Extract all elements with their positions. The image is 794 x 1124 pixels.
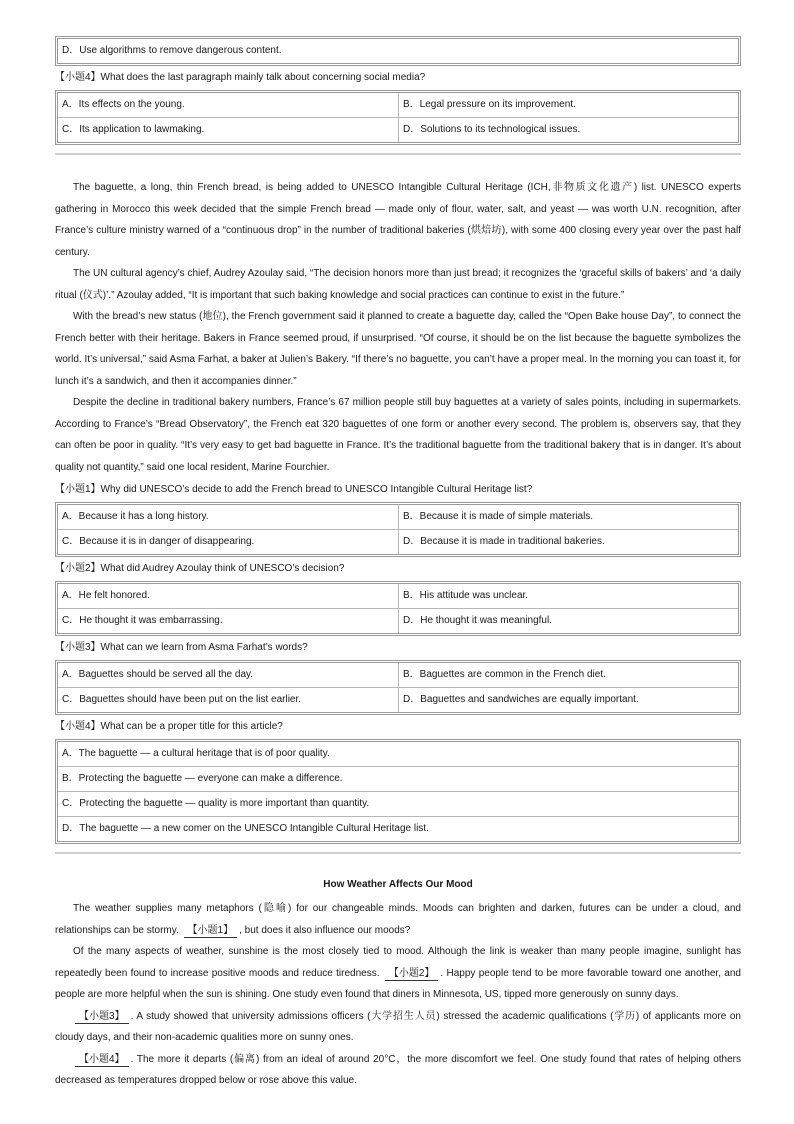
passage-paragraph xyxy=(55,1006,741,1049)
option-a[interactable]: A．He felt honored. xyxy=(62,590,150,601)
option-c[interactable]: C．Protecting the baguette — quality is more important than quantity. xyxy=(62,798,370,809)
worksheet-page xyxy=(55,36,741,1092)
question-3-options xyxy=(55,660,741,715)
option-row xyxy=(58,663,738,687)
question-1-options xyxy=(55,502,741,557)
option-row xyxy=(58,584,738,608)
passage-paragraph xyxy=(55,941,741,1006)
paragraph-text: , but does it also influence our moods? xyxy=(239,924,411,936)
option-row xyxy=(58,93,738,117)
question-2-options xyxy=(55,581,741,636)
question-4-options xyxy=(55,90,741,145)
passage-paragraph: Despite the decline in traditional bakery numbers, France’s 67 million people still buy baguettes at a variety of sales points, including in supermarkets. According to France’s “Bread Observatory”, the French eat 320 baguettes of one form or another every second. The problem is, observers say, that they can often be poor in quality. “It’s very easy to get bad baguette in France. It’s the traditional baguette from the traditional bakery that is in danger. It’s about quality not quantity,” said one local resident, Marine Fourchier. xyxy=(55,397,741,473)
question-4-title-options xyxy=(55,739,741,844)
option-b[interactable]: B．Protecting the baguette — everyone can make a difference. xyxy=(62,773,343,784)
paragraph-text: . The more it departs (偏离) from an ideal of around 20°C，the more discomfort we feel. One study found that rates of helping others decreased as temperatures dropped below or rose above this value. xyxy=(55,1053,741,1086)
passage-title: How Weather Affects Our Mood xyxy=(323,879,473,890)
option-row xyxy=(58,529,738,554)
option-row xyxy=(58,742,738,766)
option-row xyxy=(58,816,738,841)
question-4-stem: 【小题4】What can be a proper title for this article? xyxy=(55,721,283,732)
question-2-stem: 【小题2】What did Audrey Azoulay think of UNESCO’s decision? xyxy=(55,563,345,574)
option-row xyxy=(58,608,738,633)
option-c[interactable]: C．Baguettes should have been put on the list earlier. xyxy=(62,694,302,705)
option-d[interactable]: D．Baguettes and sandwiches are equally important. xyxy=(398,688,738,712)
option-c[interactable]: C．He thought it was embarrassing. xyxy=(62,615,223,626)
option-d[interactable]: D．Solutions to its technological issues. xyxy=(398,118,738,142)
option-d[interactable]: D．The baguette — a new comer on the UNESCO Intangible Cultural Heritage list. xyxy=(62,823,429,834)
answer-blank-2[interactable]: 【小题2】 xyxy=(385,968,439,981)
question-4-stem: 【小题4】What does the last paragraph mainly talk about concerning social media? xyxy=(55,72,426,83)
paragraph-text: . Happy people tend to be more favorable toward one another, and people are more helpful when the sun is shining. One study even found that diners in Minnesota, US, tipped more generously on sunny days. xyxy=(55,967,741,1000)
passage-paragraph: With the bread’s new status (地位), the French government said it planned to create a baguette day, called the “Open Bake house Day”, to connect the French better with their heritage. Bakers in France seemed proud, if unsurprised. “Of course, it should be on the list because the baguette symbolizes the world. It’s universal,” said Asma Farhat, a baker at Julien’s Bakery. “If there’s no baguette, you can’t have a proper meal. In the morning you can toast it, for lunch it’s a sandwich, and then it accompanies dinner.” xyxy=(55,311,741,387)
prev-option-table xyxy=(55,36,741,66)
option-c[interactable]: C．Its application to lawmaking. xyxy=(62,124,205,135)
option-a[interactable]: A．Its effects on the young. xyxy=(62,99,185,110)
option-row xyxy=(58,117,738,142)
answer-blank-3[interactable]: 【小题3】 xyxy=(75,1011,129,1024)
option-row xyxy=(58,766,738,791)
option-d[interactable]: D．Use algorithms to remove dangerous content. xyxy=(62,45,282,56)
option-a[interactable]: A．The baguette — a cultural heritage that is of poor quality. xyxy=(62,748,330,759)
option-row xyxy=(58,505,738,529)
answer-blank-4[interactable]: 【小题4】 xyxy=(75,1054,129,1067)
weather-passage xyxy=(55,898,741,1092)
passage-paragraph xyxy=(55,898,741,941)
option-b[interactable]: B．His attitude was unclear. xyxy=(398,584,738,608)
question-1-stem: 【小题1】Why did UNESCO’s decide to add the French bread to UNESCO Intangible Cultural Heritage list? xyxy=(55,484,533,495)
option-row xyxy=(58,687,738,712)
option-d[interactable]: D．He thought it was meaningful. xyxy=(398,609,738,633)
paragraph-text: Of the many aspects of weather, sunshine is the most closely tied to mood. Although the link is weaker than many people imagine, sunlight has repeatedly been found to increase positive moods and reduce tiredness. xyxy=(55,946,741,979)
option-b[interactable]: B．Because it is made of simple materials. xyxy=(398,505,738,529)
answer-blank-1[interactable]: 【小题1】 xyxy=(184,925,238,938)
passage-paragraph: The baguette, a long, thin French bread, is being added to UNESCO Intangible Cultural Heritage (ICH,非物质文化遗产) list. UNESCO experts gathering in Morocco this week decided that the simple French bread — made only of flour, water, salt, and yeast — was worth U.N. recognition, after France’s culture ministry warned of a “continuous drop” in the number of traditional bakeries (烘焙坊), with some 400 closing every year over the past half century. xyxy=(55,182,741,258)
option-a[interactable]: A．Baguettes should be served all the day. xyxy=(62,669,254,680)
option-d[interactable]: D．Because it is made in traditional bakeries. xyxy=(398,530,738,554)
option-b[interactable]: B．Baguettes are common in the French diet. xyxy=(398,663,738,687)
option-c[interactable]: C．Because it is in danger of disappearing. xyxy=(62,536,255,547)
option-a[interactable]: A．Because it has a long history. xyxy=(62,511,209,522)
option-row xyxy=(58,791,738,816)
question-3-stem: 【小题3】What can we learn from Asma Farhat’s words? xyxy=(55,642,308,653)
passage-paragraph: The UN cultural agency’s chief, Audrey Azoulay said, “The decision honors more than just bread; it recognizes the ‘graceful skills of bakers’ and ‘a daily ritual (仪式)’.” Azoulay added, “It is important that such baking knowledge and social practices can continue to exist in the future.” xyxy=(55,268,741,301)
paragraph-text: The weather supplies many metaphors (隐喻) for our changeable minds. Moods can brighten and darken, futures can be under a cloud, and relationships can be stormy. xyxy=(55,903,741,936)
option-b[interactable]: B．Legal pressure on its improvement. xyxy=(398,93,738,117)
paragraph-text: . A study showed that university admissions officers (大学招生人员) stressed the academic qualifications (学历) of applicants more on cloudy days, and their non-academic qualities more on sunny ones. xyxy=(55,1010,741,1043)
baguette-passage xyxy=(55,177,741,478)
option-row xyxy=(58,39,738,63)
passage-paragraph xyxy=(55,1049,741,1092)
